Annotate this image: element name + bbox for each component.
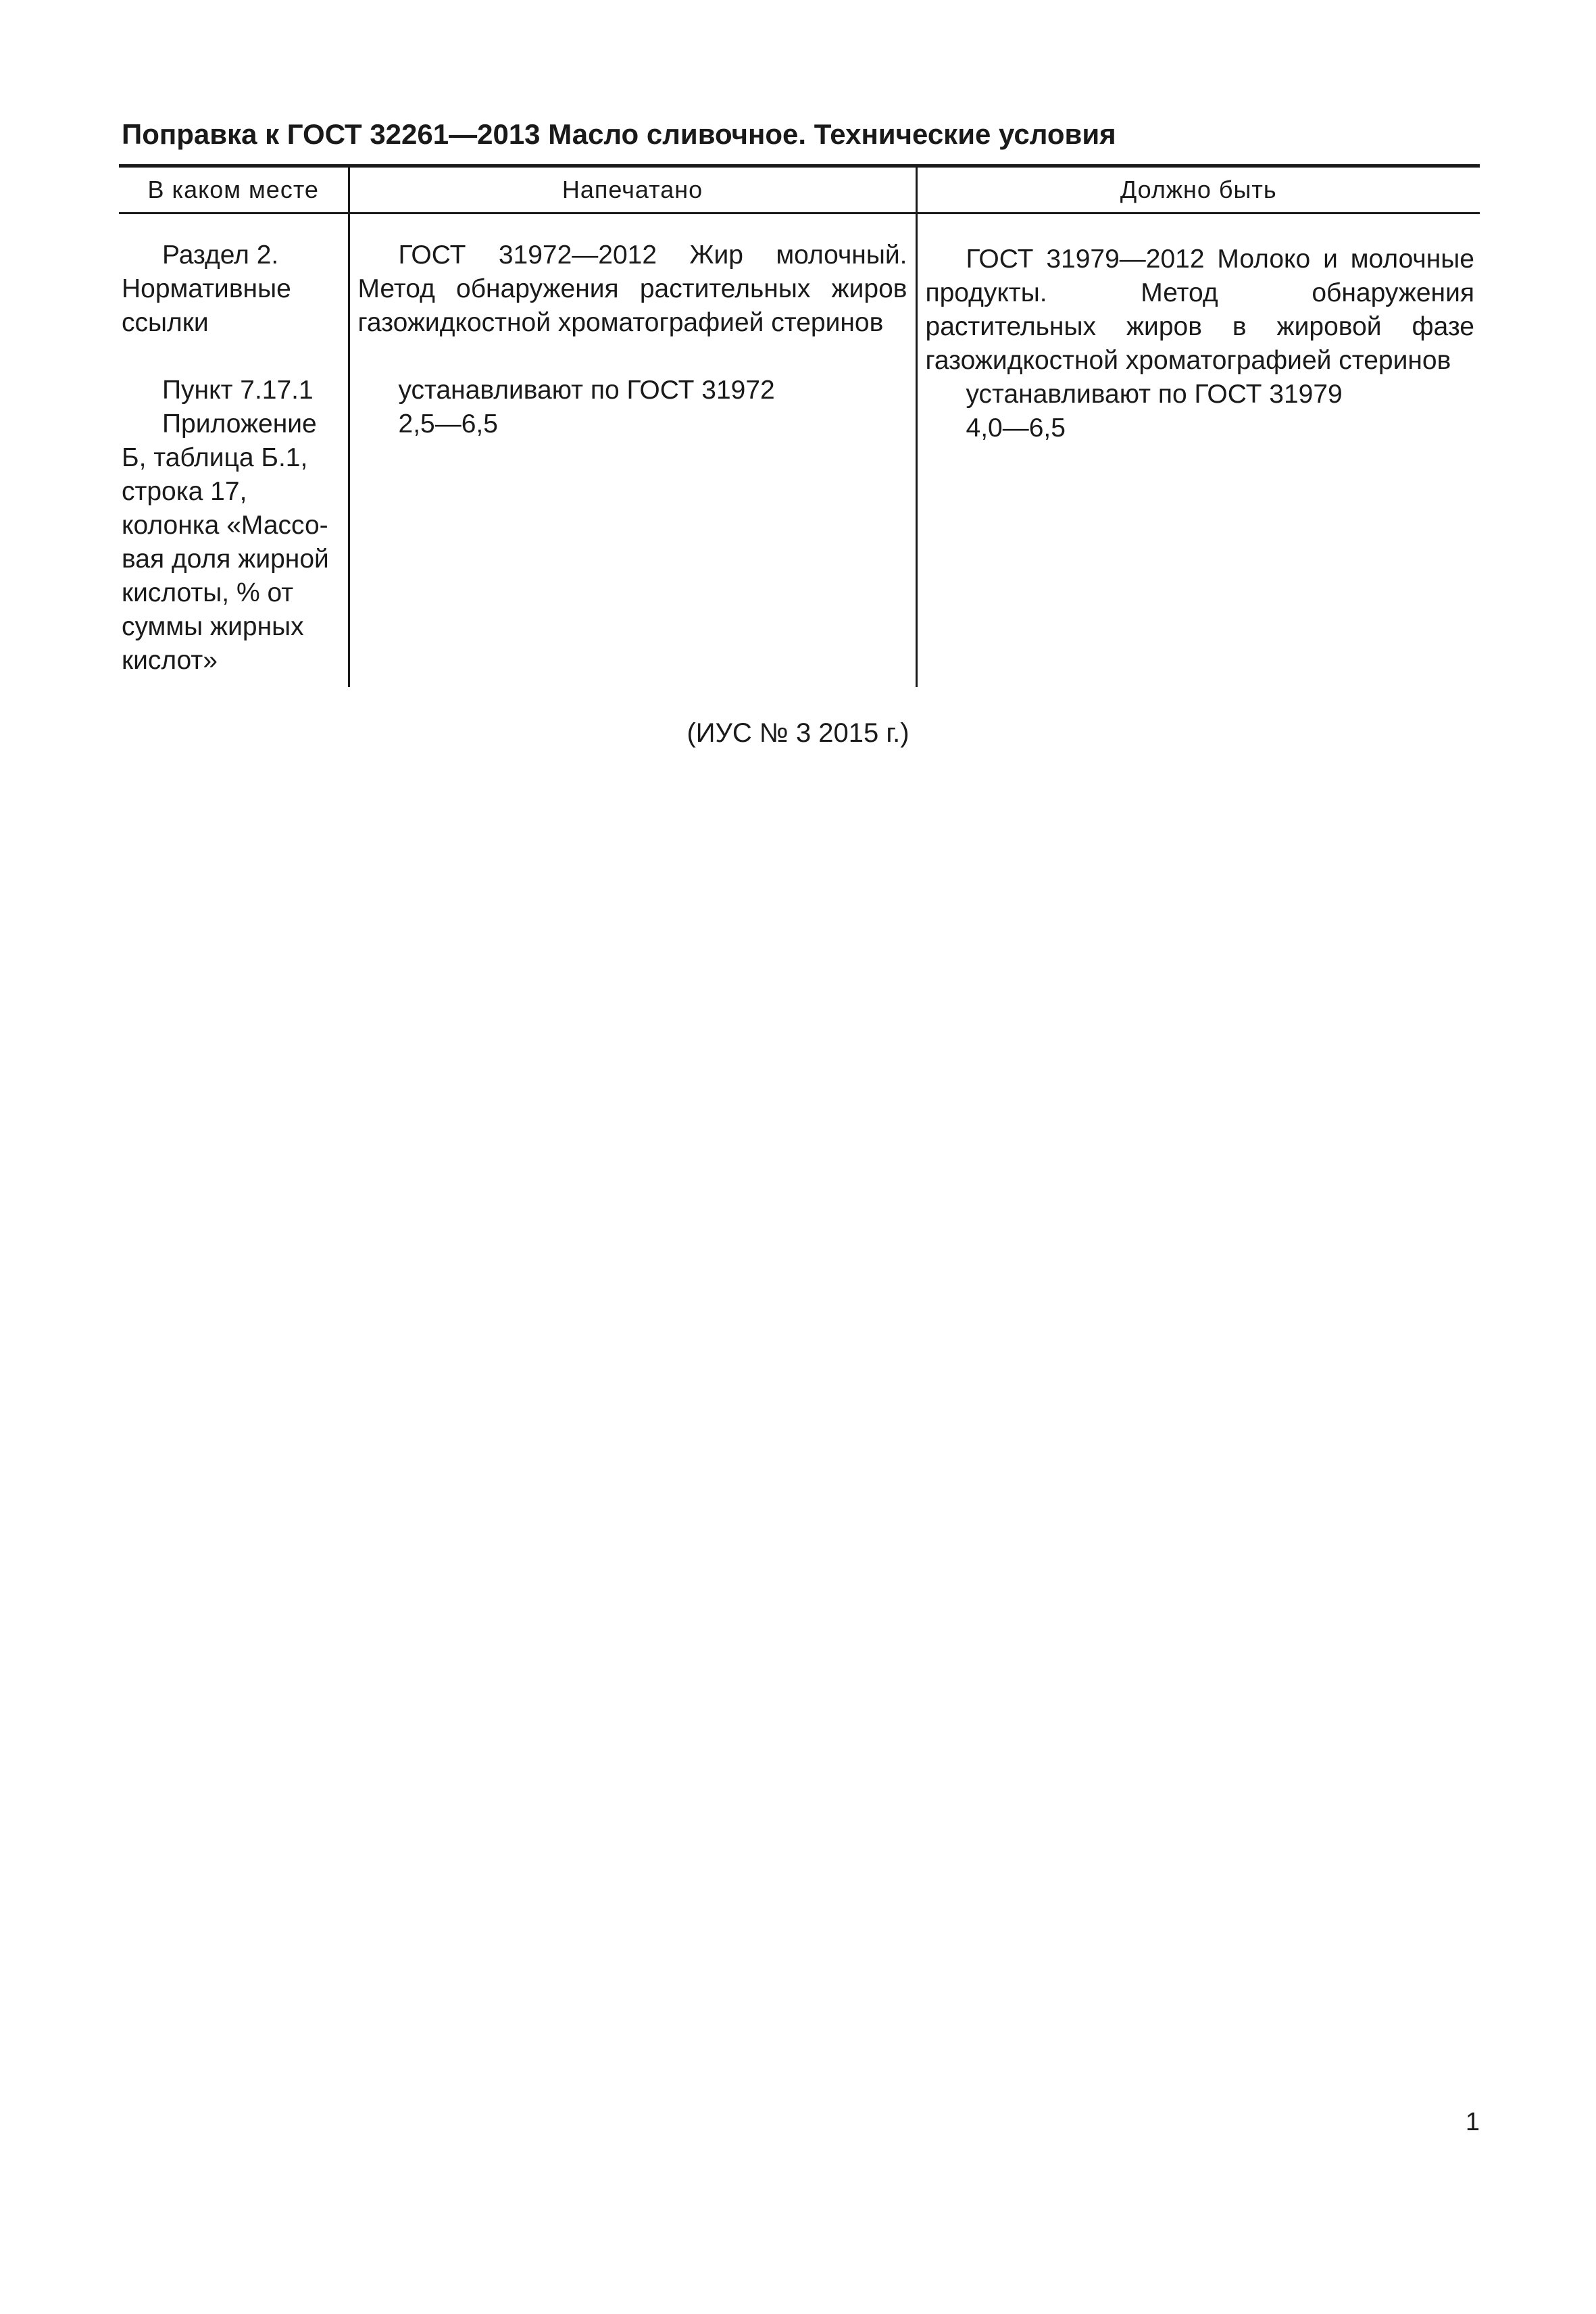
place-appendix-line: суммы жирных [122,612,304,641]
column-header-place: В каком месте [119,166,349,213]
should-be-cell [916,213,1480,688]
table-row [119,213,1480,688]
correction-table [119,164,1480,687]
should-be-value: 4,0—6,5 [966,413,1066,443]
spacer [358,340,907,374]
document-title: Поправка к ГОСТ 32261—2013 Масло сливочное. Технические условия [122,118,1116,150]
place-section-line: ссылки [122,308,209,337]
place-appendix-line: вая доля жирной [122,545,329,574]
place-appendix-line: колонка «Массо- [122,511,328,540]
source-note: (ИУС № 3 2015 г.) [687,718,909,748]
place-cell [119,213,349,688]
place-appendix-line: Б, таблица Б.1, [122,443,308,472]
printed-value: 2,5—6,5 [398,409,498,438]
should-be-reference: ГОСТ 31979—2012 Молоко и молочные продукты. Метод обнаружения растительных жиров в жировой фазе газожидкостной хроматографией стеринов [925,245,1474,375]
place-clause: Пункт 7.17.1 [162,376,314,405]
page-number: 1 [1465,2108,1480,2136]
printed-reference: ГОСТ 31972—2012 Жир молочный. Метод обнаружения растительных жиров газожидкостной хроматографией стеринов [357,241,907,337]
place-section: Раздел 2. [162,241,279,270]
place-section-line: Нормативные [122,274,291,303]
should-be-method: устанавливают по ГОСТ 31979 [966,380,1343,409]
place-appendix-line: кислот» [122,646,218,675]
place-appendix-line: кислоты, % от [122,578,294,607]
table-header-row [119,166,1480,213]
column-header-printed: Напечатано [349,166,916,213]
place-appendix: Приложение [162,409,317,438]
place-appendix-line: строка 17, [122,477,247,506]
column-header-should-be: Должно быть [916,166,1480,213]
printed-method: устанавливают по ГОСТ 31972 [398,376,775,405]
printed-cell [349,213,916,688]
spacer [122,340,345,374]
